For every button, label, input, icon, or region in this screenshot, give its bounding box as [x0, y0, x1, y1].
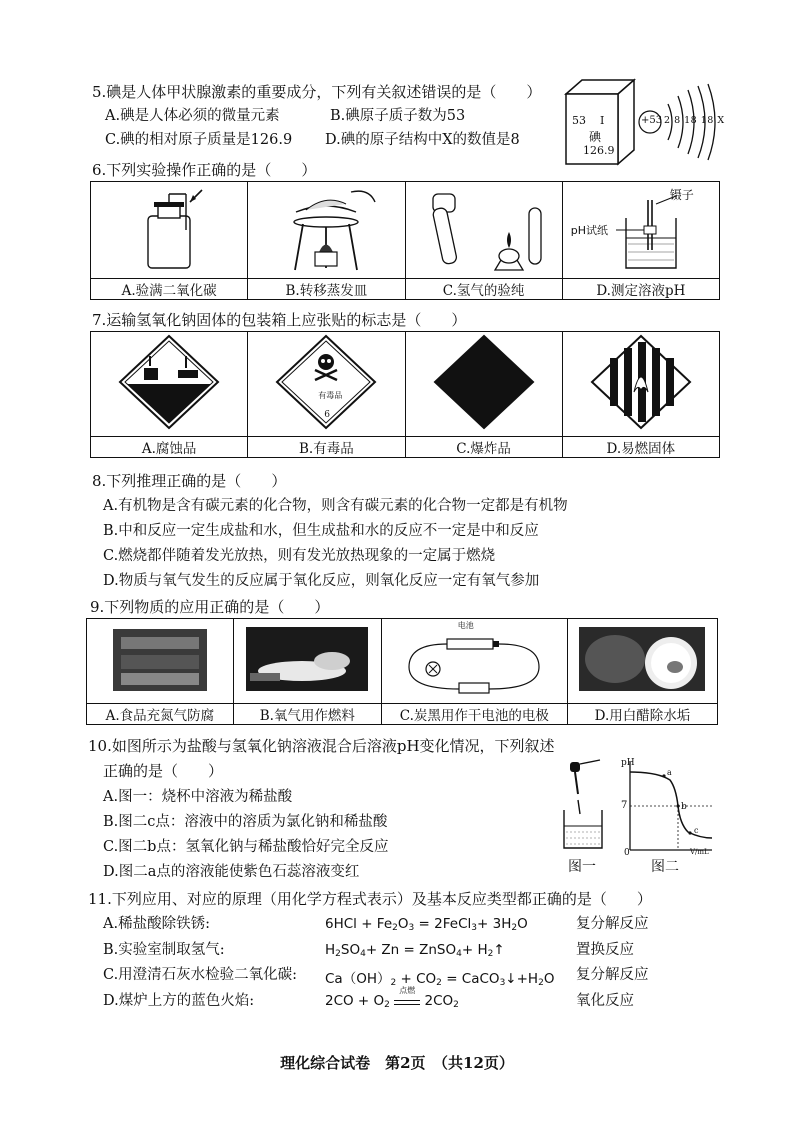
- q11-row-d-equation: $2CO + O_2$ 点燃 $2CO_2$: [325, 986, 459, 1010]
- reaction-condition: 点燃: [399, 986, 416, 995]
- q5-option-b: B.碘原子质子数为53: [330, 108, 466, 124]
- q9-caption-d: D.用白醋除水垢: [567, 704, 717, 725]
- q10-stem-continued: 正确的是（ ）: [103, 762, 224, 780]
- q7-image-c: [405, 332, 562, 437]
- atom-nucleus: +53: [641, 115, 663, 126]
- q5-option-c: C.碘的相对原子质量是126.9: [105, 132, 293, 148]
- q11-row-b-equation: $H_2SO_4+ Zn$ = ZnSO$_4$+ $H_2↑$: [325, 942, 505, 959]
- q7-caption-c: C.爆炸品: [405, 437, 562, 458]
- q6-caption-a: A.验满二氧化碳: [91, 279, 248, 300]
- q7-caption-b: B.有毒品: [248, 437, 405, 458]
- q10-option-c: C.图二b点：氢氧化钠与稀盐酸恰好完全反应: [103, 839, 389, 855]
- tweezers-label: 镊子: [669, 188, 694, 202]
- q10-stem: 10.如图所示为盐酸与氢氧化钠溶液混合后溶液pH变化情况，下列叙述: [88, 737, 555, 755]
- q10-option-a: A.图一：烧杯中溶液为稀盐酸: [103, 789, 293, 805]
- q11-row-a-label: A.稀盐酸除铁锈:: [103, 916, 210, 932]
- page-footer: 理化综合试卷 第2页 （共12页）: [280, 1054, 514, 1072]
- q11-row-a-equation: $6HCl + Fe_2O_3$ = 2FeCl$_3$+ $3H_2O$: [325, 916, 528, 933]
- q5-option-d: D.碘的原子结构中X的数值是8: [325, 132, 520, 148]
- q5-option-a: A.碘是人体必须的微量元素: [105, 108, 280, 124]
- battery-circuit-diagram: [389, 623, 559, 695]
- q11-row-c-type: 复分解反应: [576, 967, 649, 983]
- q10-option-b: B.图二c点：溶液中的溶质为氯化钠和稀盐酸: [103, 814, 388, 830]
- q9-image-c: [381, 619, 567, 704]
- figure-two-caption: 图二: [651, 859, 679, 875]
- ph-tick-seven: 7: [621, 800, 628, 811]
- q8-stem: 8.下列推理正确的是（ ）: [92, 472, 287, 490]
- q11-row-a-type: 复分解反应: [576, 916, 649, 932]
- q6-options-table: [90, 181, 720, 300]
- tile-mass: 126.9: [583, 144, 615, 157]
- oxygen-flame-photo: [242, 623, 372, 695]
- q6-caption-c: C.氢气的验纯: [405, 279, 562, 300]
- q11-stem: 11.下列应用、对应的原理（用化学方程式表示）及基本反应类型都正确的是（ ）: [88, 890, 652, 908]
- q7-image-a: [91, 332, 248, 437]
- q11-row-d-type: 氧化反应: [576, 993, 634, 1009]
- packaged-food-photo: [105, 623, 215, 695]
- flammable-solid-sign-icon: [586, 332, 696, 432]
- q8-option-b: B.中和反应一定生成盐和水，但生成盐和水的反应不一定是中和反应: [103, 523, 539, 539]
- figure-one-dropper-beaker: [556, 758, 616, 854]
- volume-axis-label: V/mL: [690, 848, 709, 856]
- q9-image-b: [233, 619, 381, 704]
- kettle-scale-photo: [575, 623, 709, 695]
- tile-name: 碘: [589, 130, 602, 144]
- q7-options-table: [90, 331, 720, 458]
- q9-image-a: [87, 619, 234, 704]
- tile-symbol: I: [600, 114, 605, 127]
- q9-stem: 9.下列物质的应用正确的是（ ）: [90, 598, 330, 616]
- figure-one-caption: 图一: [568, 859, 596, 875]
- q6-image-d: [562, 182, 719, 279]
- q6-image-b: [248, 182, 405, 279]
- q7-caption-d: D.易燃固体: [562, 437, 719, 458]
- battery-label: 电池: [457, 621, 474, 630]
- q10-option-d: D.图二a点的溶液能使紫色石蕊溶液变红: [103, 864, 360, 880]
- q7-image-b: [248, 332, 405, 437]
- q11-row-d-label: D.煤炉上方的蓝色火焰:: [103, 993, 255, 1009]
- q6-image-c: [405, 182, 562, 279]
- q11-row-c-label: C.用澄清石灰水检验二氧化碳:: [103, 967, 298, 983]
- q11-row-c-equation: $Ca(OH)_2 + CO_2$ = $CaCO_3↓+H_2O$: [325, 971, 555, 988]
- q7-stem: 7.运输氢氧化钠固体的包装箱上应张贴的标志是（ ）: [92, 311, 467, 329]
- q9-caption-a: A.食品充氮气防腐: [87, 704, 234, 725]
- q9-options-table: [86, 618, 718, 725]
- q6-stem: 6.下列实验操作正确的是（ ）: [92, 161, 317, 179]
- q8-option-d: D.物质与氧气发生的反应属于氧化反应，则氧化反应一定有氧气参加: [103, 573, 540, 589]
- q8-option-c: C.燃烧都伴随着发光放热，则有发光放热现象的一定属于燃烧: [103, 548, 496, 564]
- ph-origin: 0: [624, 848, 630, 858]
- hydrogen-purity-test-icon: [409, 182, 559, 274]
- q9-image-d: [567, 619, 717, 704]
- q7-caption-a: A.腐蚀品: [91, 437, 248, 458]
- q9-caption-c: C.炭黑用作干电池的电极: [381, 704, 567, 725]
- q9-caption-b: B.氧气用作燃料: [233, 704, 381, 725]
- point-b-label: b: [681, 802, 687, 812]
- q11-row-b-type: 置换反应: [576, 942, 634, 958]
- q7-image-d: [562, 332, 719, 437]
- q11-row-b-label: B.实验室制取氢气:: [103, 942, 225, 958]
- q6-caption-d: D.测定溶液pH: [562, 279, 719, 300]
- point-a-label: a: [667, 768, 672, 777]
- toxic-sign-text: 有毒品: [318, 391, 343, 400]
- atom-shells: 2 8 18 18 X: [664, 115, 725, 126]
- point-c-label: c: [694, 826, 699, 835]
- toxic-sign-number: 6: [324, 410, 330, 420]
- tile-atomic-number: 53: [572, 114, 586, 127]
- ph-paper-label: pH试纸: [570, 224, 609, 237]
- tripod-evaporating-dish-icon: [251, 182, 401, 274]
- q5-stem: 5.碘是人体甲状腺激素的重要成分，下列有关叙述错误的是（ ）: [92, 83, 542, 101]
- ph-axis-label: pH: [621, 758, 635, 768]
- corrosive-hazard-sign-icon: [114, 332, 224, 432]
- q8-option-a: A.有机物是含有碳元素的化合物，则含有碳元素的化合物一定都是有机物: [103, 498, 568, 514]
- q6-image-a: [91, 182, 248, 279]
- q6-caption-b: B.转移蒸发皿: [248, 279, 405, 300]
- gas-bottle-icon: [94, 182, 244, 274]
- explosive-hazard-sign-icon: [429, 332, 539, 432]
